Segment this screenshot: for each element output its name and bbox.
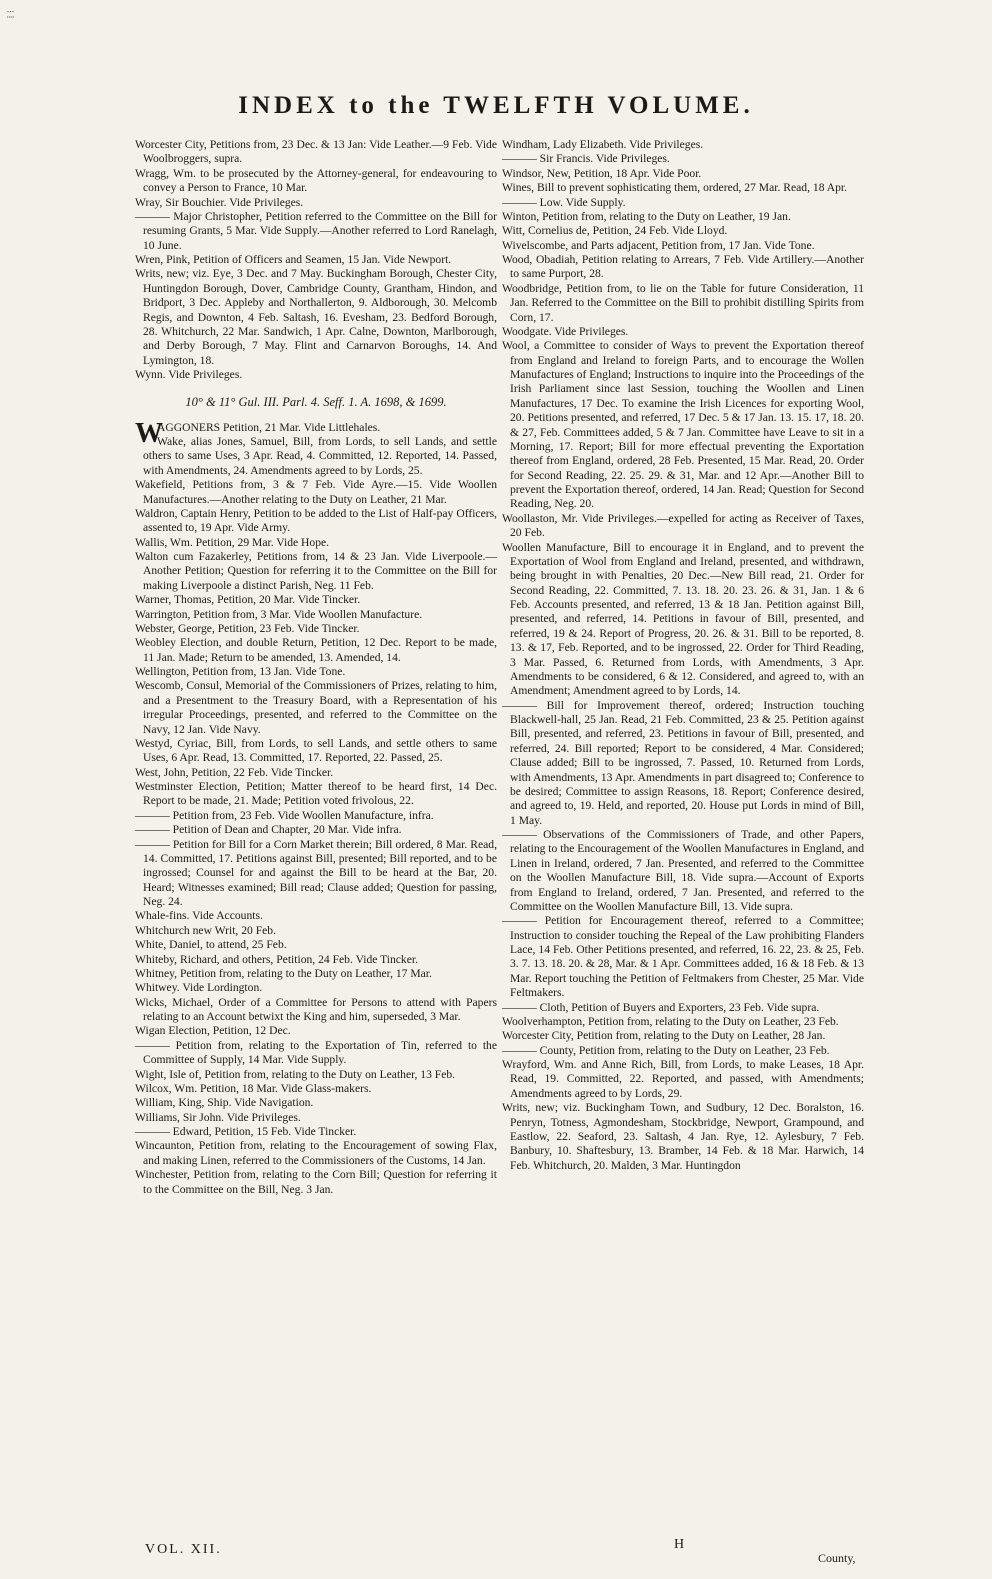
index-entry [135,210,497,253]
index-entry-text: ——— Observations of the Commissioners of Trade, and other Papers, relating to the Encouragement of the Woollen Manufactures in England, and Linen in Ireland, ordered, 7 Jan. Presented, and referred to the Committee on the Woollen Manufacture Bill, 18. Vide supra.—Account of Exports from England to Ireland, ordered, 7 Jan. Presented, and referred to the Committee on the Woollen Manufacture Bill, 13. Vide supra. [502,828,864,913]
index-entry-text: Wynn. Vide Privileges. [135,368,243,381]
index-entry [135,608,497,622]
index-entry [502,181,864,195]
index-entry-text: Westyd, Cyriac, Bill, from Lords, to sell Lands, and settle others to same Uses, 6 Apr. Read, 13. Committed, 17. Reported, 22. Passed, 25. [135,736,497,765]
volume-footer: VOL. XII. [145,1542,222,1557]
index-entry-text: ——— Petition for Bill for a Corn Market therein; Bill ordered, 8 Mar. Read, 14. Committed, 17. Petitions against Bill, presented; Bill reported, and to be ingrossed; Counsel for and against the Bill to be heard at the Bar, 20. Heard; Witnesses examined; Bill read; Clause added; Question for passing, Neg. 24. [135,837,497,908]
index-entry [135,737,497,766]
catchword: County, [818,1551,856,1565]
index-entry [502,512,864,541]
index-entry [135,823,497,837]
index-entry [502,1044,864,1058]
index-entry-text: Whale-fins. Vide Accounts. [135,909,263,923]
index-entry-text: Windham, Lady Elizabeth. Vide Privileges. [502,138,704,151]
index-entry [135,953,497,967]
index-entry-text: Wincaunton, Petition from, relating to the Encouragement of sowing Flax, and making Linen, referred to the Commissioners of the Customs, 14 Jan. [135,1139,497,1167]
index-entry [135,1125,497,1139]
index-entry-text: Wigan Election, Petition, 12 Dec. [135,1024,291,1038]
index-entry-text: Walton cum Fazakerley, Petitions from, 14 & 23 Jan. Vide Liverpoole.—Another Petition; Question for referring it to the Committee on the Bill for making Liverpoole a distinct Parish, Neg. 11 Feb. [135,550,497,592]
index-entry-text: Whitchurch new Writ, 20 Feb. [135,923,276,937]
index-entry-text: ——— Petition from, relating to the Exportation of Tin, referred to the Committee of Supply, 14 Mar. Vide Supply. [135,1038,497,1067]
index-entry-text: ——— Petition for Encouragement thereof, referred to a Committee; Instruction to consider touching the Repeal of the Law prohibiting Flanders Lace, 14 Feb. Other Petitions presented, and referred, 16. 22, 23. & 25, Feb. 3. 7. 13. 18. 20. & 28, Mar. & 1 Apr. Committees added, 16 & 18 Feb. & 13 Mar. Report touching the Petition of Feltmakers from Chester, 25 Mar. Vide Feltmakers. [502,914,864,1000]
index-entry-text: Wray, Sir Bouchier. Vide Privileges. [135,195,304,209]
index-entry-text: Wines, Bill to prevent sophisticating them, ordered, 27 Mar. Read, 18 Apr. [502,181,848,195]
index-entry [135,1111,497,1125]
index-entry [135,536,497,550]
index-entry [502,239,864,253]
index-entry-text: Whitwey. Vide Lordington. [135,981,263,995]
index-entry-text: ——— Low. Vide Supply. [502,195,626,209]
index-entry [135,550,497,593]
index-entry [135,938,497,952]
left-entries-group-a [135,138,497,382]
index-entry-text: William, King, Ship. Vide Navigation. [135,1096,314,1110]
index-entry [135,665,497,679]
index-entry-text: Worcester City, Petition from, relating to the Duty on Leather, 28 Jan. [502,1029,826,1043]
index-entry-text: West, John, Petition, 22 Feb. Vide Tincker. [135,765,334,779]
margin-mark: ⁝ ⁞ [4,10,15,19]
index-entry-text: ——— Petition from, 23 Feb. Vide Woollen Manufacture, infra. [135,808,434,822]
index-entry [135,507,497,536]
index-entry-text: Woolverhampton, Petition from, relating to the Duty on Leather, 23 Feb. [502,1014,839,1028]
index-entry-text: ——— Major Christopher, Petition referred to the Committee on the Bill for resuming Grants, 5 Mar. Vide Supply.—Another referred to Lord Ranelagh, 10 June. [135,209,497,252]
index-entry [135,909,497,923]
page-title: INDEX to the TWELFTH VOLUME. [238,92,754,119]
index-entry [135,368,497,382]
index-entry [135,1039,497,1068]
left-entries-group-b [135,417,497,1197]
drop-cap: W [135,417,163,449]
index-entry [502,1015,864,1029]
index-entry-text: ——— Sir Francis. Vide Privileges. [502,152,670,166]
index-entry [502,914,864,1000]
index-entry [135,636,497,665]
index-entry [135,417,497,449]
index-entry [135,679,497,737]
index-entry-text: Windsor, New, Petition, 18 Apr. Vide Poor. [502,166,702,180]
index-entry-text: Wilcox, Wm. Petition, 18 Mar. Vide Glass-makers. [135,1081,372,1095]
index-entry-text: Webster, George, Petition, 23 Feb. Vide Tincker. [135,621,360,635]
index-entry [502,196,864,210]
index-entry [135,1082,497,1096]
index-entry-text: ——— Edward, Petition, 15 Feb. Vide Tincker. [135,1125,357,1138]
index-entry-text: Weobley Election, and double Return, Petition, 12 Dec. Report to be made, 11 Jan. Made; Return to be amended, 13. Amended, 14. [135,636,497,664]
index-entry [135,478,497,507]
index-entry [502,167,864,181]
index-entry [135,138,497,167]
index-entry-text: Wallis, Wm. Petition, 29 Mar. Vide Hope. [135,535,330,549]
index-entry-text: Wake, alias Jones, Samuel, Bill, from Lords, to sell Lands, and settle others to same Uses, 3 Apr. Read, 4. Committed, 12. Reported, 14. Passed, with Amendments, 24. Amendments agreed to by Lords, 25. [143,435,497,477]
right-entries-group [502,138,864,1173]
index-entry [135,1096,497,1110]
index-entry [502,253,864,282]
index-entry-text: Waldron, Captain Henry, Petition to be added to the List of Half-pay Officers, assented to, 19 Apr. Vide Army. [135,506,497,535]
index-entry-text: ——— Petition of Dean and Chapter, 20 Mar. Vide infra. [135,823,402,837]
index-entry [502,138,864,152]
index-entry-text: Wight, Isle of, Petition from, relating to the Duty on Leather, 13 Feb. [135,1067,456,1081]
index-entry-text: Worcester City, Petitions from, 23 Dec. & 13 Jan: Vide Leather.—9 Feb. Vide Woolbroggers, supra. [135,138,497,166]
index-entry-text: Wescomb, Consul, Memorial of the Commissioners of Prizes, relating to him, and a Presentment to the Treasury Board, with a Representation of his irregular Proceedings, presented, and referred to the Committee on the Navy, 12 Jan. Vide Navy. [135,679,497,736]
index-entry-text: Whitney, Petition from, relating to the Duty on Leather, 17 Mar. [135,966,432,980]
index-entry-text: Wool, a Committee to consider of Ways to prevent the Exportation thereof from England and Ireland to foreign Parts, and to encourage the Wollen Manufactures of England; Instructions to inquire into the Proceedings of the Irish Parliament since last Session, touching the Woollen and Linen Manufactures, 17 Dec. To examine the Irish Licences for exporting Wool, 20. Petitions presented, and referred, 17 Dec. 5 & 17 Jan. 13. 15. 17, 18. 20. & 27, Feb. Committees added, 5 & 7 Jan. Committee have Leave to sit in a Morning, 17. Report; Bill for more effectual preventing the Exportation thereof from England, ordered, 28 Feb. Presented, 15 Mar. Read, 20. Order for Second Reading, 22. 25. 29. & 31, Mar. and 12 Apr.—Another Bill to prevent the Exportation thereof, ordered, 14 Jan. Read; Question for Second Reading, Neg. 20. [502,339,864,511]
index-entry-text: Wellington, Petition from, 13 Jan. Vide Tone. [135,665,346,678]
index-entry-text: Wren, Pink, Petition of Officers and Seamen, 15 Jan. Vide Newport. [135,253,452,266]
index-entry [135,838,497,910]
index-entry [502,210,864,224]
index-entry-text: ——— Bill for Improvement thereof, ordered; Instruction touching Blackwell-hall, 25 Jan. Read, 21 Feb. Committed, 23 & 25. Petition against Bill, presented, and referred, 23. Petitions in favour of Bill, presented, and referred, 24. Bill reported; Report to be considered, 4 Mar. Considered; Clause added; Bill to be ingrossed, 7. Passed, 10. Returned from Lords, with Amendments, 13 Apr. Amendments in part disagreed to; Conference to be desired; Committee to assign Reasons, 18. Report; Conference desired, and agreed to, 19. Held, and reported, 20. House put Lords in mind of Bill, 1 May. [502,698,864,827]
index-entry [502,1058,864,1101]
index-entry [135,593,497,607]
index-entry-text: Wicks, Michael, Order of a Committee for Persons to attend with Papers relating to an Account betwixt the King and him, superseded, 3 Mar. [135,995,497,1023]
index-entry [135,267,497,368]
index-entry [135,780,497,809]
index-entry [502,1001,864,1015]
index-entry [135,1024,497,1038]
index-entry [135,809,497,823]
index-entry-text: AGGONERS Petition, 21 Mar. Vide Littlehales. [157,420,381,434]
index-entry-text: Woodbridge, Petition from, to lie on the Table for future Consideration, 11 Jan. Referred to the Committee on the Bill to prohibit distilling Spirits from Corn, 17. [502,281,864,324]
index-entry-text: Wivelscombe, and Parts adjacent, Petition from, 17 Jan. Vide Tone. [502,238,815,252]
index-entry [135,622,497,636]
index-entry [135,1139,497,1168]
index-entry-text: Writs, new; viz. Eye, 3 Dec. and 7 May. Buckingham Borough, Chester City, Huntingdon Borough, Dover, Cambridge County, Grantham, Hindon, and Bridport, 3 Dec. Appleby and Northallerton, 9. Aldborough, 30. Melcomb Regis, and Downton, 4 Feb. Saltash, 16. Evesham, 23. Bedford Borough, 28. Whitchurch, 22 Mar. Sandwich, 1 Apr. Calne, Downton, Marlborough, and Derby Borough, 7 May. Flint and Carnarvon Boroughs, 14. And Lymington, 18. [135,267,497,367]
index-entry [502,828,864,914]
index-entry-text: ——— County, Petition from, relating to the Duty on Leather, 23 Feb. [502,1043,830,1057]
index-entry-text: Wakefield, Petitions from, 3 & 7 Feb. Vide Ayre.—15. Vide Woollen Manufactures.—Another relating to the Duty on Leather, 21 Mar. [135,478,497,506]
index-entry [502,699,864,828]
index-entry-text: Wrayford, Wm. and Anne Rich, Bill, from Lords, to make Leases, 18 Apr. Read, 19. Committed, 22. Reported, and passed, with Amendments; Amendments agreed to by Lords, 29. [502,1058,864,1100]
index-entry [135,196,497,210]
index-entry-text: White, Daniel, to attend, 25 Feb. [135,938,287,952]
index-entry-text: Westminster Election, Petition; Matter thereof to be heard first, 14 Dec. Report to be made, 21. Made; Petition voted frivolous, 22. [135,780,497,808]
index-entry [135,167,497,196]
index-entry-text: Warner, Thomas, Petition, 20 Mar. Vide Tincker. [135,593,361,607]
index-entry [502,282,864,325]
index-entry [502,1029,864,1043]
index-entry [502,224,864,238]
index-entry-text: Woodgate. Vide Privileges. [502,324,629,338]
section-subheading: 10° & 11° Gul. III. Parl. 4. Seff. 1. A. 1698, & 1699. [185,395,447,410]
index-entry [502,152,864,166]
index-entry-text: Winchester, Petition from, relating to the Corn Bill; Question for referring it to the Committee on the Bill, Neg. 3 Jan. [135,1168,497,1196]
index-entry-text: Wood, Obadiah, Petition relating to Arrears, 7 Feb. Vide Artillery.—Another to same Purport, 28. [502,253,864,281]
index-entry [502,339,864,512]
index-entry-text: Winton, Petition from, relating to the Duty on Leather, 19 Jan. [502,209,791,223]
index-entry-text: Wragg, Wm. to be prosecuted by the Attorney-general, for endeavouring to convey a Person to France, 10 Mar. [135,166,497,195]
index-entry-text: Woollen Manufacture, Bill to encourage it in England, and to prevent the Exportation of Wool from England and Ireland, presented, and withdrawn, being brought in with Penalties, 20 Dec.—New Bill read, 21. Order for Second Reading, 22. Committed, 7. 13. 18. 20. 23. 26. & 31, Jan. 1 & 6 Feb. Accounts presented, and referred, 13 & 18 Jan. Petition against Bill, presented, and referred, 14. Petitions in favour of Bill, presented, and referred, 19 & 24. Report of Progress, 20. 26. & 31. Bill to be reported, 8. 13. & 17, Feb. Reported, and to be ingrossed, 22. Order for Third Reading, 3 Mar. Passed, 6. Returned from Lords, with Amendments, 3 Apr. Amendments to be considered, 6 & 12. Considered, and agreed to, with an Amendment; Amendment agreed to by Lords, 14. [502,540,864,698]
signature-mark: H [674,1537,685,1552]
index-entry [135,967,497,981]
index-entry-text: ——— Cloth, Petition of Buyers and Exporters, 23 Feb. Vide supra. [502,1000,820,1014]
index-entry [502,1101,864,1173]
index-entry [135,981,497,995]
index-entry [135,1168,497,1197]
left-column [135,138,497,1197]
index-entry [135,253,497,267]
index-entry-text: Woollaston, Mr. Vide Privileges.—expelled for acting as Receiver of Taxes, 20 Feb. [502,511,864,540]
index-entry [135,996,497,1025]
index-entry [135,1068,497,1082]
index-entry-text: Whiteby, Richard, and others, Petition, 24 Feb. Vide Tincker. [135,952,418,966]
index-entry-text: Warrington, Petition from, 3 Mar. Vide Woollen Manufacture. [135,607,423,621]
index-entry [502,541,864,699]
index-entry [135,435,497,478]
index-entry-text: Writs, new; viz. Buckingham Town, and Sudbury, 12 Dec. Boralston, 16. Penryn, Totness, Agmondesham, Stockbridge, Newport, Grampound, and Eastlow, 22. Seaford, 23. Saltash, 4 Jan. Rye, 12. Aylesbury, 7 Feb. Banbury, 10. Shaftesbury, 13. Bramber, 14 Feb. & 18 Mar. Harwich, 14 Feb. Whitchurch, 20. Malden, 3 Mar. Huntingdon [502,1101,864,1172]
index-entry [135,924,497,938]
index-entry [502,325,864,339]
index-entry-text: Witt, Cornelius de, Petition, 24 Feb. Vide Lloyd. [502,224,728,238]
index-entry-text: Williams, Sir John. Vide Privileges. [135,1110,301,1124]
index-entry [135,766,497,780]
right-column [502,138,864,1173]
